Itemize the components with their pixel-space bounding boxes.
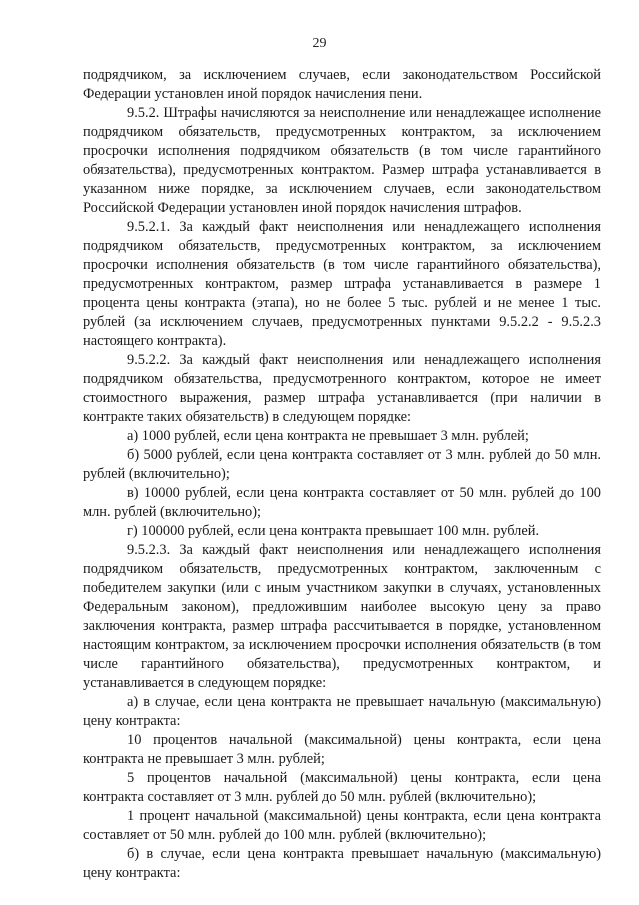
list-item-b: б) 5000 рублей, если цена контракта составляет от 3 млн. рублей до 50 млн. рублей (включительно); xyxy=(83,447,601,482)
rate-5-percent: 5 процентов начальной (максимальной) цены контракта, если цена контракта составляет от 3 млн. рублей до 50 млн. рублей (включительно); xyxy=(83,770,601,805)
paragraph-9-5-2-3: 9.5.2.3. За каждый факт неисполнения или ненадлежащего исполнения подрядчиком обязательств, предусмотренных контрактом, заключенным с победителем закупки (или с иным участником закупки в случаях, установленных Федеральным законом), предложившим наиболее высокую цену за право заключения контракта, размер штрафа рассчитывается в порядке, установленном настоящим контрактом, за исключением просрочки исполнения обязательств (в том числе гарантийного обязательства), предусмотренных контрактом, и устанавливается в следующем порядке: xyxy=(83,542,601,691)
document-body xyxy=(83,66,601,883)
page-number: 29 xyxy=(312,36,327,51)
rate-10-percent: 10 процентов начальной (максимальной) цены контракта, если цена контракта не превышает 3 млн. рублей; xyxy=(83,732,601,767)
paragraph-continuation: подрядчиком, за исключением случаев, если законодательством Российской Федерации установлен иной порядок начисления пени. xyxy=(83,67,601,102)
list-item-v: в) 10000 рублей, если цена контракта составляет от 50 млн. рублей до 100 млн. рублей (включительно); xyxy=(83,485,601,520)
list-item-a: а) 1000 рублей, если цена контракта не превышает 3 млн. рублей; xyxy=(127,428,529,444)
paragraph-9-5-2-2: 9.5.2.2. За каждый факт неисполнения или ненадлежащего исполнения подрядчиком обязательства, предусмотренного контрактом, которое не имеет стоимостного выражения, размер штрафа устанавливается (при наличии в контракте таких обязательств) в следующем порядке: xyxy=(83,352,601,425)
sub-item-b: б) в случае, если цена контракта превышает начальную (максимальную) цену контракта: xyxy=(83,846,601,881)
list-item-g: г) 100000 рублей, если цена контракта превышает 100 млн. рублей. xyxy=(127,523,540,539)
paragraph-9-5-2: 9.5.2. Штрафы начисляются за неисполнение или ненадлежащее исполнение подрядчиком обязательств, предусмотренных контрактом, за исключением просрочки исполнения подрядчиком обязательств (в том числе гарантийного обязательства), предусмотренных контрактом. Размер штрафа устанавливается в указанном ниже порядке, за исключением случаев, если законодательством Российской Федерации установлен иной порядок начисления штрафов. xyxy=(83,105,601,216)
paragraph-9-5-2-1: 9.5.2.1. За каждый факт неисполнения или ненадлежащего исполнения подрядчиком обязательств, предусмотренных контрактом, за исключением просрочки исполнения обязательств (в том числе гарантийного обязательства), предусмотренных контрактом, размер штрафа устанавливается в размере 1 процента цены контракта (этапа), но не более 5 тыс. рублей и не менее 1 тыс. рублей (за исключением случаев, предусмотренных пунктами 9.5.2.2 - 9.5.2.3 настоящего контракта). xyxy=(83,219,601,349)
sub-item-a: а) в случае, если цена контракта не превышает начальную (максимальную) цену контракта: xyxy=(83,694,601,729)
rate-1-percent: 1 процент начальной (максимальной) цены контракта, если цена контракта составляет от 50 млн. рублей до 100 млн. рублей (включительно); xyxy=(83,808,601,843)
